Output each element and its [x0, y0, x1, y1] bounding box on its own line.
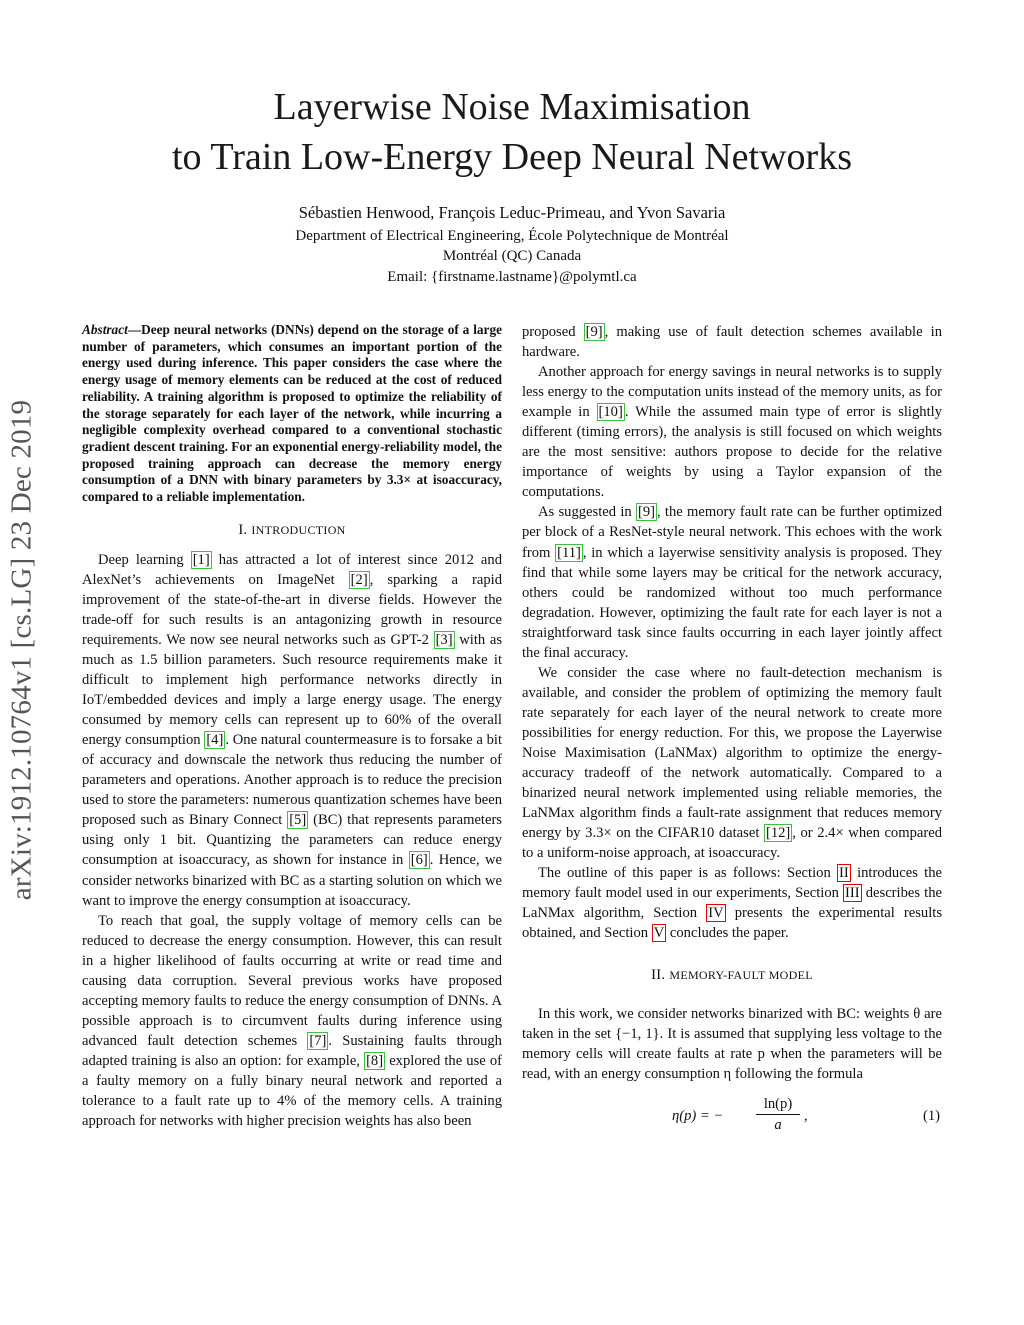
equation-denominator: a: [774, 1116, 782, 1133]
paragraph: As suggested in [9] , the memory fault rate can be further optimized per block of a ResNet-style neural network. This echoes with the work from [11] , in which a layerwise sensitivity analysis is proposed. They find that while some layers may be critical for the network accuracy, others could be randomized without too much performance degradation. However, optimizing the fault rate for each layer is not a straightforward task since faults occurring in each layer jointly affect the final accuracy.: [522, 504, 942, 661]
arxiv-id[interactable]: arXiv:1912.10764v1 [cs.LG] 23 Dec 2019: [5, 399, 38, 901]
abstract-label: Abstract: [82, 322, 128, 337]
citation-link[interactable]: [4]: [206, 732, 224, 749]
title-line-1: Layerwise Noise Maximisation: [273, 86, 751, 128]
citation-link[interactable]: [1]: [192, 551, 210, 568]
abstract: [82, 322, 502, 506]
authors: Sébastien Henwood, François Leduc-Primeau, and Yvon Savaria: [298, 203, 726, 222]
citation-link[interactable]: [11]: [557, 544, 581, 561]
paragraph: Another approach for energy savings in neural networks is to supply less energy to the computation units instead of the memory units, as for example in [10] . While the assumed main type of error is slightly different (timing errors), the analysis is still focused on which weights are the most sensitive: authors propose to decide for the relative importance of weights by using a Taylor expansion of the computations.: [522, 364, 942, 501]
citation-link[interactable]: [5]: [289, 812, 307, 829]
citation-link[interactable]: [3]: [435, 631, 453, 648]
email: Email: {firstname.lastname}@polymtl.ca: [387, 269, 637, 285]
paragraph: The outline of this paper is as follows: Section II introduces the memory fault model used in our experiments, Section III describes the LaNMax algorithm, Section IV presents the experimental results obtained, and Section V concludes the paper.: [522, 865, 942, 942]
section-heading-introduction: I. INTRODUCTION: [238, 521, 346, 538]
section-link[interactable]: III: [845, 885, 860, 902]
location: Montréal (QC) Canada: [442, 248, 582, 264]
equation-tail: ,: [804, 1107, 808, 1124]
section-link[interactable]: V: [653, 925, 665, 942]
section-heading-memory-fault-model: II. MEMORY-FAULT MODEL: [651, 967, 813, 984]
citation-link[interactable]: [6]: [410, 852, 428, 869]
paragraph: To reach that goal, the supply voltage of memory cells can be reduced to decrease the energy consumption. However, this can result in a higher likelihood of faults occurring at write or read time and causing data corruption. Several previous works have proposed accepting memory faults to reduce the energy consumption of DNNs. A possible approach is to circumvent faults during inference using advanced fault detection schemes [7] . Sustaining faults through adapted training is also an option: for example, [8] explored the use of a faulty memory on a fully binary neural network and reported a tolerance to a fault rate up to 4% of the memory cells. A training approach for networks with higher precision weights has also been: [82, 912, 503, 1130]
equation-1: [522, 1094, 942, 1140]
paragraph: In this work, we consider networks binarized with BC: weights θ are taken in the set {−1, 1}. It is assumed that supplying less voltage to the memory cells will create faults at rate p when the parameters will be read, with an energy consumption η following the formula: [522, 1005, 942, 1082]
paragraph: Deep learning [1] has attracted a lot of interest since 2012 and AlexNet’s achievements on ImageNet [2] , sparking a rapid improvement of the state-of-the-art in diverse fields. However the trade-off for such results is an antagonizing growth in resource requirements. We now see neural networks such as GPT-2 [3] with as much as 1.5 billion parameters. Such resource requirements make it difficult to implement high performance networks directly in IoT/embedded devices and imply a large energy usage. The energy consumed by memory cells can represent up to 60% of the overall energy consumption [4] . One natural countermeasure is to forsake a bit of accuracy and downscale the network thus reducing the number of parameters and operations. Another approach is to reduce the precision used to store the parameters: numerous quantization schemes have been proposed such as Binary Connect [5] (BC) that represents parameters using only 1 bit. Quantizing the parameters can reduce energy consumption at isoaccuracy, as shown for instance in [6] . Hence, we consider networks binarized with BC as a starting solution on which we want to improve the energy consumption at isoaccuracy.: [82, 551, 503, 909]
paragraph: We consider the case where no fault-detection mechanism is available, and consider the problem of optimizing the memory fault rate separately for each layer of the neural network to create more possibilities for energy reduction. For this, we propose the Layerwise Noise Maximisation (LaNMax) algorithm to optimize the energy-accuracy tradeoff of the network automatically. Compared to a binarized neural network implemented using reliable memories, the LaNMax algorithm finds a fault-rate assignment that reduces memory energy by 3.3× on the CIFAR10 dataset [12] , or 2.4× when compared to a uniform-noise approach, at isoaccuracy.: [522, 664, 942, 862]
right-column: [522, 322, 942, 1140]
paragraph: proposed [9] , making use of fault detection schemes available in hardware.: [522, 324, 942, 361]
equation-numerator: ln(p): [756, 1094, 800, 1115]
equation-number: (1): [922, 1107, 940, 1124]
citation-link[interactable]: [9]: [637, 504, 655, 521]
paper-title: [0, 82, 1024, 182]
section-link[interactable]: IV: [708, 905, 724, 922]
citation-link[interactable]: [10]: [598, 404, 623, 421]
citation-link[interactable]: [9]: [585, 324, 603, 340]
equation-fraction: [756, 1094, 800, 1135]
citation-link[interactable]: [7]: [309, 1032, 327, 1049]
left-column: [82, 322, 502, 1131]
abstract-text: —Deep neural networks (DNNs) depend on the storage of a large number of parameters, which consumes an important portion of the energy used during inference. This paper considers the case where the energy usage of memory elements can be reduced at the cost of reduced reliability. A training algorithm is proposed to optimize the reliability of the storage separately for each layer of the network, while incurring a negligible complexity overhead compared to a conventional stochastic gradient descent training. For an exponential energy-reliability model, the proposed training approach can decrease the memory energy consumption of a DNN with binary parameters by 3.3× at isoaccuracy, compared to a reliable implementation.: [82, 322, 502, 505]
citation-link[interactable]: [8]: [366, 1052, 384, 1069]
section-link[interactable]: II: [839, 865, 849, 882]
citation-link[interactable]: [2]: [350, 571, 368, 588]
department: Department of Electrical Engineering, École Polytechnique de Montréal: [295, 228, 729, 244]
citation-link[interactable]: [12]: [765, 825, 791, 842]
title-line-2: to Train Low-Energy Deep Neural Networks: [172, 136, 852, 178]
equation-lhs: η(p) = −: [672, 1107, 724, 1124]
